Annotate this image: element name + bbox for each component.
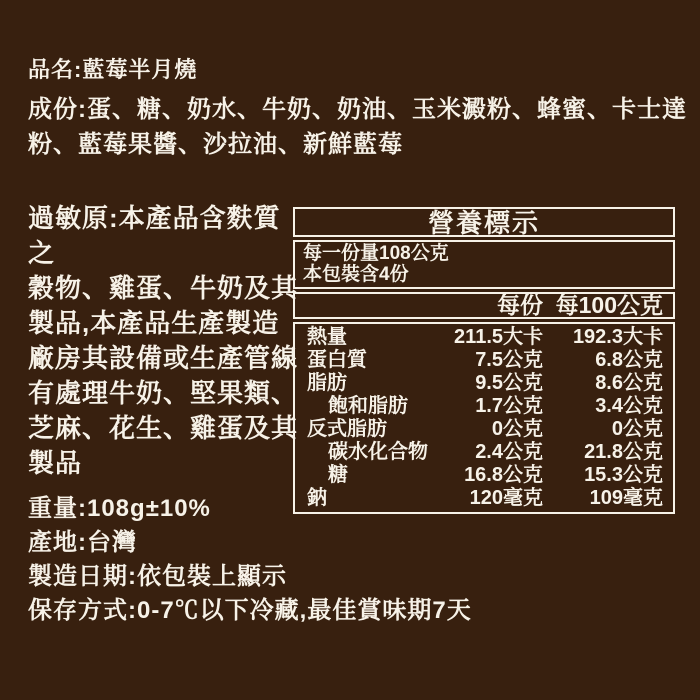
per-serving-value: 211.5大卡 <box>454 326 543 348</box>
nutrient-label: 飽和脂肪 <box>328 395 408 417</box>
allergen-line: 穀物、雞蛋、牛奶及其 <box>28 273 299 303</box>
allergen-text <box>28 201 303 481</box>
nutrient-row <box>307 349 663 372</box>
nutrient-label: 熱量 <box>307 326 347 348</box>
per-serving-value: 16.8公克 <box>464 464 543 486</box>
per-serving-value: 7.5公克 <box>475 349 543 371</box>
per-serving-value: 9.5公克 <box>475 372 543 394</box>
nutrient-rows-box <box>293 322 675 514</box>
nutrient-row <box>307 441 663 464</box>
serving-info-box <box>293 240 675 289</box>
ingredients-line: 成份:蛋、糖、奶水、牛奶、奶油、玉米澱粉、蜂蜜、卡士達 <box>28 96 687 123</box>
nutrient-label: 脂肪 <box>307 372 347 394</box>
nutrient-label: 糖 <box>328 464 348 486</box>
nutrient-label: 碳水化合物 <box>328 441 428 463</box>
product-info-block <box>28 492 472 628</box>
per-serving-value: 2.4公克 <box>475 441 543 463</box>
allergen-line: 製品,本產品生產製造 <box>28 308 280 338</box>
per-100g-value: 3.4公克 <box>595 395 663 417</box>
allergen-line: 有處理牛奶、堅果類、 <box>28 378 299 408</box>
allergen-line: 芝麻、花生、雞蛋及其 <box>28 413 299 443</box>
product-info-line: 產地:台灣 <box>28 529 137 556</box>
per-100g-value: 8.6公克 <box>595 372 663 394</box>
per-100g-value: 6.8公克 <box>595 349 663 371</box>
nutrient-row <box>307 418 663 441</box>
allergen-line: 過敏原:本產品含麩質之 <box>28 203 281 268</box>
per-100g-value: 0公克 <box>611 418 663 440</box>
per-100g-value: 15.3公克 <box>584 464 663 486</box>
serving-info-line: 本包裝含4份 <box>303 264 409 285</box>
nutrient-label: 反式脂肪 <box>307 418 387 440</box>
ingredients-line: 粉、藍莓果醬、沙拉油、新鮮藍莓 <box>28 131 403 158</box>
ingredients-text <box>28 92 687 162</box>
column-header-per-serving: 每份 <box>497 291 543 318</box>
allergen-line: 製品 <box>28 448 83 478</box>
nutrition-facts-table <box>293 207 675 517</box>
column-header-per-100g: 每100公克 <box>555 291 663 318</box>
per-100g-value: 21.8公克 <box>584 441 663 463</box>
product-name-line: 品名:藍莓半月燒 <box>28 57 198 82</box>
nutrient-label: 蛋白質 <box>307 349 367 371</box>
column-header-row <box>293 292 675 319</box>
nutrient-row <box>307 464 663 487</box>
product-info-line: 重量:108g±10% <box>28 495 211 522</box>
per-100g-value: 192.3大卡 <box>572 326 663 348</box>
product-info-line: 保存方式:0-7℃以下冷藏,最佳賞味期7天 <box>28 597 472 624</box>
nutrient-row <box>307 372 663 395</box>
per-serving-value: 1.7公克 <box>475 395 543 417</box>
nutrient-label: 鈉 <box>307 487 327 509</box>
serving-info-line: 每一份量108公克 <box>303 243 449 264</box>
per-serving-value: 120毫克 <box>469 487 543 509</box>
nutrition-title: 營養標示 <box>293 207 675 237</box>
per-serving-value: 0公克 <box>491 418 543 440</box>
nutrient-row <box>307 395 663 418</box>
allergen-line: 廠房其設備或生產管線 <box>28 343 299 373</box>
per-100g-value: 109毫克 <box>589 487 663 509</box>
nutrient-row <box>307 326 663 349</box>
product-info-line: 製造日期:依包裝上顯示 <box>28 563 287 590</box>
